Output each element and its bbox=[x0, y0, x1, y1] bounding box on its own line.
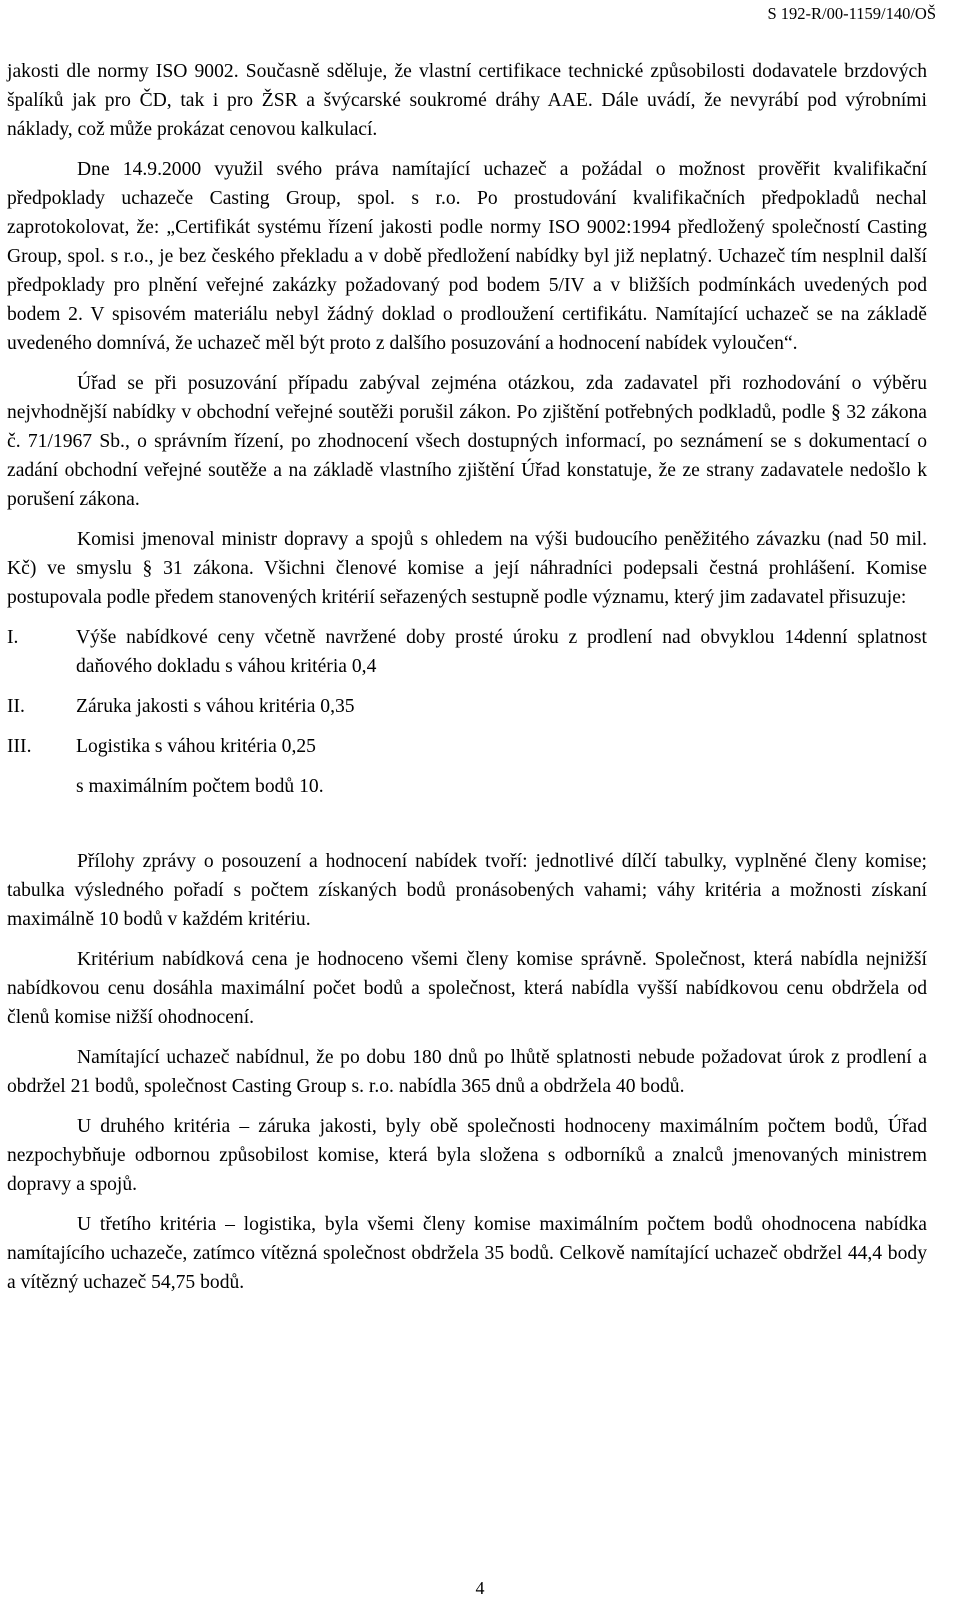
paragraph-objection: Dne 14.9.2000 využil svého práva namítající uchazeč a požádal o možnost prověřit kvalifikační předpoklady uchazeče Casting Group, spol. s r.o. Po prostudování kvalifikačních předpokladů nechal zaprotokolovat, že: „Certifikát systému řízení jakosti podle normy ISO 9002:1994 předložený společností Casting Group, spol. s r.o., je bez českého překladu a v době předložení nabídky byl již neplatný. Uchazeč tím nesplnil další předpoklady pro plnění veřejné zakázky požadovaný pod bodem 5/IV a v bližších podmínkách uvedených pod bodem 2. V spisovém materiálu nebyl žádný doklad o prodloužení certifikátu. Namítající uchazeč se na základě uvedeného domnívá, že uchazeč měl být proto z dalšího posuzování a hodnocení nabídek vyloučen“. bbox=[7, 159, 927, 354]
paragraph-logistics-criterion: U třetího kritéria – logistika, byla všemi členy komise maximálním počtem bodů ohodnocena nabídka namítajícího uchazeče, zatímco vítězná společnost obdržela 35 bodů. Celkově namítající uchazeč obdržel 44,4 body a vítězný uchazeč 54,75 bodů. bbox=[7, 1214, 927, 1293]
page-number: 4 bbox=[475, 1578, 485, 1598]
criterion-item bbox=[7, 732, 927, 761]
paragraph-bid-points: Namítající uchazeč nabídnul, že po dobu 180 dnů po lhůtě splatnosti nebude požadovat úrok z prodlení a obdržel 21 bodů, společnost Casting Group s. r.o. nabídla 365 dnů a obdržela 40 bodů. bbox=[7, 1047, 927, 1097]
criterion-text: Záruka jakosti s váhou kritéria 0,35 bbox=[76, 696, 355, 717]
paragraph-quality-criterion: U druhého kritéria – záruka jakosti, byly obě společnosti hodnoceny maximálním počtem bodů, Úřad nezpochybňuje odbornou způsobilost komise, která byla složena s odborníků a znalců jmenovaných ministrem dopravy a spojů. bbox=[7, 1116, 927, 1195]
paragraph-office-finding: Úřad se při posuzování případu zabýval zejména otázkou, zda zadavatel při rozhodování o výběru nejvhodnější nabídky v obchodní veřejné soutěži porušil zákon. Po zjištění potřebných podkladů, podle § 32 zákona č. 71/1967 Sb., o správním řízení, po zhodnocení všech dostupných informací, po seznámení se s dokumentací o zadání obchodní veřejné soutěže a na základě vlastního zjištění Úřad konstatuje, že ze strany zadavatele nedošlo k porušení zákona. bbox=[7, 373, 927, 510]
document-reference-number: S 192-R/00-1159/140/OŠ bbox=[767, 4, 936, 23]
paragraph-continuation: jakosti dle normy ISO 9002. Současně sděluje, že vlastní certifikace technické způsobilosti dodavatele brzdových špalíků jak pro ČD, tak i pro ŽSR a švýcarské soukromé dráhy AAE. Dále uvádí, že nevyrábí pod výrobními náklady, což může prokázat cenovou kalkulací. bbox=[7, 61, 927, 140]
spacer bbox=[7, 801, 927, 847]
criterion-text: Logistika s váhou kritéria 0,25 bbox=[76, 736, 316, 757]
document-body bbox=[7, 57, 927, 1308]
paragraph-attachments: Přílohy zprávy o posouzení a hodnocení nabídek tvoří: jednotlivé dílčí tabulky, vyplněné členy komise; tabulka výsledného pořadí s počtem získaných bodů pronásobených vahami; váhy kritéria a možnosti získaní maximálně 10 bodů v každém kritériu. bbox=[7, 851, 927, 930]
criterion-item bbox=[7, 623, 927, 681]
max-points-note: s maximálním počtem bodů 10. bbox=[76, 776, 324, 797]
criterion-number: II. bbox=[7, 696, 25, 717]
paragraph-price-criterion: Kritérium nabídková cena je hodnoceno všemi členy komise správně. Společnost, která nabídla nejnižší nabídkovou cenu dosáhla maximální počet bodů a společnost, která nabídla vyšší nabídkovou cenu obdržela od členů komise nižší ohodnocení. bbox=[7, 949, 927, 1028]
criteria-list bbox=[7, 623, 927, 761]
criterion-number: III. bbox=[7, 736, 32, 757]
criterion-number: I. bbox=[7, 627, 19, 648]
criterion-item bbox=[7, 692, 927, 721]
criterion-text: Výše nabídkové ceny včetně navržené doby prosté úroku z prodlení nad obvyklou 14denní splatnost daňového dokladu s váhou kritéria 0,4 bbox=[76, 627, 927, 677]
paragraph-commission: Komisi jmenoval ministr dopravy a spojů s ohledem na výši budoucího peněžitého závazku (nad 50 mil. Kč) ve smyslu § 31 zákona. Všichni členové komise a její náhradníci podepsali čestná prohlášení. Komise postupovala podle předem stanovených kritérií seřazených sestupně podle významu, který jim zadavatel přisuzuje: bbox=[7, 529, 927, 608]
